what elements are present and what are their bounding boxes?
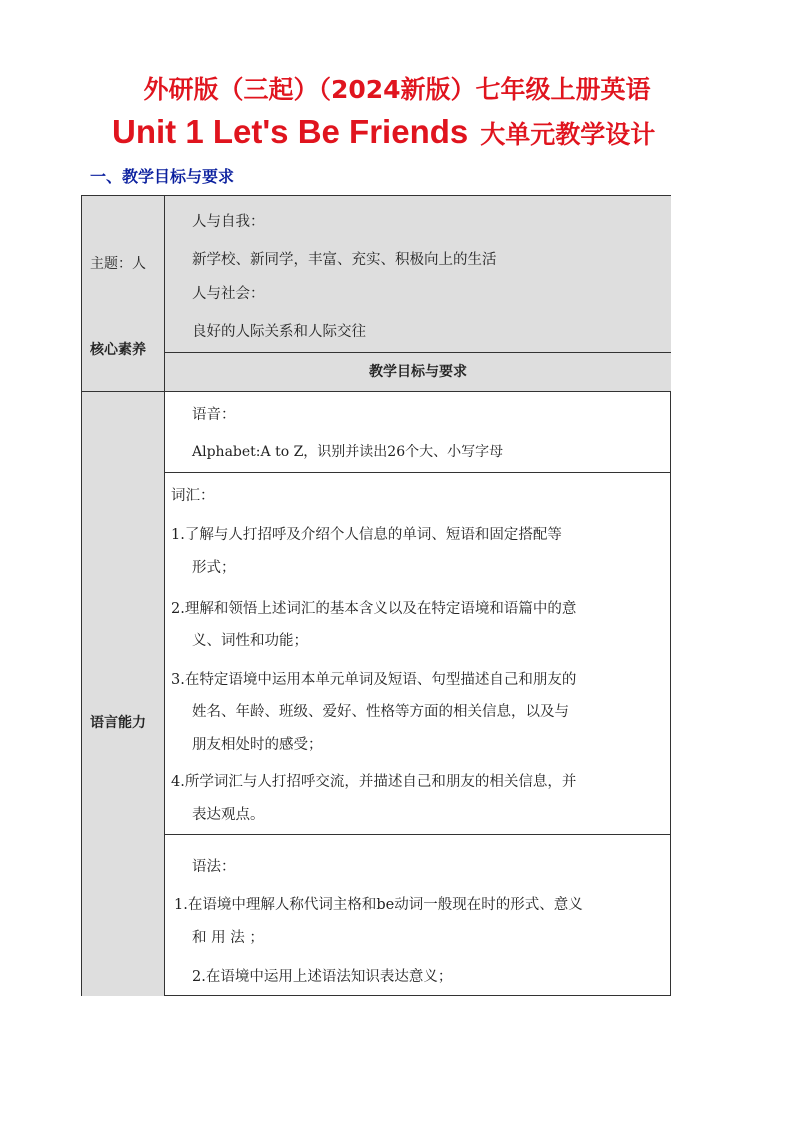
theme-label: 主题：人 [90, 256, 146, 272]
vocabulary-line: 表达观点。 [192, 807, 265, 823]
section-heading: 一、教学目标与要求 [90, 167, 235, 186]
vocabulary-line: 形式； [192, 560, 236, 576]
vocabulary-line: 朋友相处时的感受； [192, 737, 323, 753]
grammar-line: 和 用 法 ； [192, 930, 264, 946]
vocabulary-title: 词汇： [171, 488, 215, 504]
unit-title [112, 113, 655, 151]
vocabulary-line: 1.了解与人打招呼及介绍个人信息的单词、短语和固定搭配等 [171, 527, 562, 543]
theme-line: 人与自我： [192, 214, 265, 230]
vocabulary-line: 2.理解和领悟上述词汇的基本含义以及在特定语境和语篇中的意 [171, 601, 577, 617]
theme-line: 新学校、新同学，丰富、充实、积极向上的生活 [192, 252, 497, 268]
row-divider [164, 472, 671, 473]
teaching-goals-table [81, 195, 671, 996]
vocabulary-line: 4.所学词汇与人打招呼交流，并描述自己和朋友的相关信息，并 [171, 774, 577, 790]
unit-title-suffix: 大单元教学设计 [480, 120, 656, 149]
row-divider [164, 352, 671, 353]
grammar-line: 2.在语境中运用上述语法知识表达意义； [192, 969, 453, 985]
vocabulary-line: 3.在特定语境中运用本单元单词及短语、句型描述自己和朋友的 [171, 672, 577, 688]
theme-label-cell [82, 196, 164, 391]
phonetics-title: 语音： [192, 407, 236, 423]
goals-header: 教学目标与要求 [369, 364, 467, 380]
core-literacy-label: 核心素养 [90, 342, 146, 358]
grammar-title: 语法： [192, 859, 236, 875]
vocabulary-line: 义、词性和功能； [192, 633, 308, 649]
vocabulary-line: 姓名、年龄、班级、爱好、性格等方面的相关信息，以及与 [192, 704, 569, 720]
language-ability-label: 语言能力 [90, 715, 146, 731]
language-label-cell [82, 392, 164, 996]
theme-line: 良好的人际关系和人际交往 [192, 324, 366, 340]
grammar-line: 1.在语境中理解人称代词主格和be动词一般现在时的形式、意义 [174, 897, 583, 913]
column-divider [164, 196, 165, 995]
document-title: 外研版（三起）（2024新版）七年级上册英语 [143, 75, 651, 104]
row-divider [164, 834, 671, 835]
row-divider [82, 391, 671, 392]
unit-name: Unit 1 Let's Be Friends [112, 113, 469, 150]
phonetics-line: Alphabet:A to Z，识别并读出26个大、小写字母 [192, 444, 504, 460]
theme-line: 人与社会： [192, 286, 265, 302]
